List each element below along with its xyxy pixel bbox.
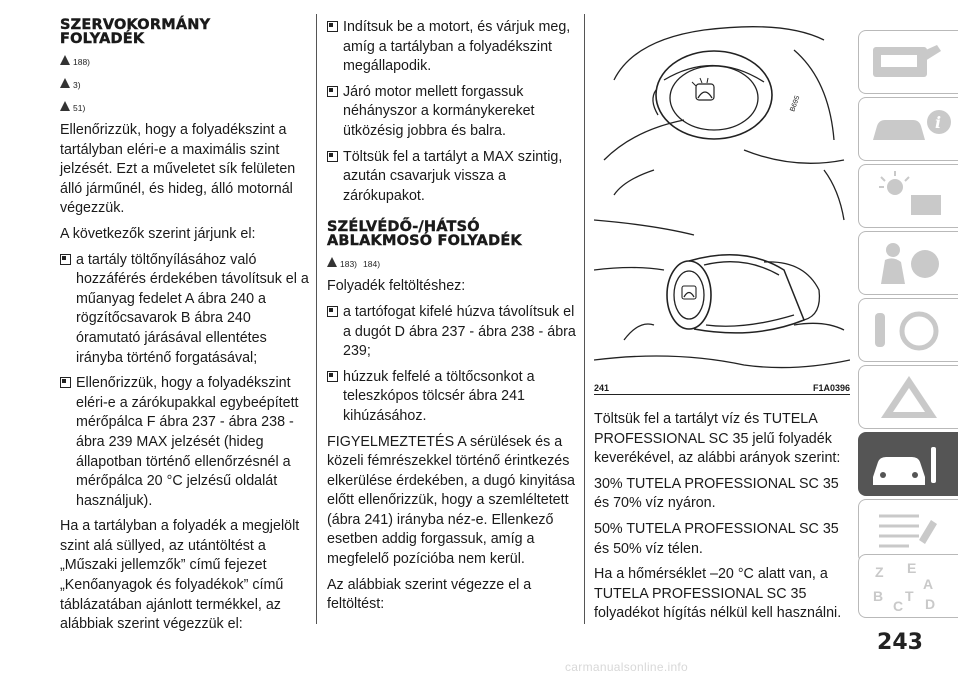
index-letter: A [923,576,934,592]
column-2 [327,18,579,621]
paragraph: 30% TUTELA PROFESSIONAL SC 35 és 70% víz nyáron. [594,475,839,512]
warning-triangle-icon [60,55,70,65]
index-letter: Z [875,564,884,580]
title-line-2: FOLYADÉK [60,31,145,47]
list-item [327,303,579,362]
list-item-text: húzzuk felfelé a töltőcsonkot a teleszkópos tölcsér ábra 241 kihúzásához. [343,368,535,424]
checkbox-bullet-icon [327,306,338,317]
title-line-1: SZÉLVÉDŐ-/HÁTSÓ [327,219,480,236]
warning-ref [60,75,312,93]
list-item-text: a tartófogat kifelé húzva távolítsuk el a dugót D ábra 237 - ábra 238 - ábra 239; [343,303,576,360]
section-title-power-steering [60,18,312,46]
list-item [327,83,579,142]
column-divider [584,14,585,624]
warning-ref-label: 51) [73,103,86,113]
column-divider [316,14,317,624]
list-item [327,18,579,77]
paragraph: Ha a tartályban a folyadék a megjelölt szint alá süllyed, az utántöltést a „Műszaki jellemzők” című fejezet „Kenőanyagok és folyadékok” című táblázatában ajánlott termékkel, az alábbiak szerint végezzük el: [60,518,300,633]
index-letter: T [905,588,914,604]
paragraph: 50% TUTELA PROFESSIONAL SC 35 és 50% víz télen. [594,520,839,557]
warning-ref-label: 3) [73,80,81,90]
warning-ref [60,52,312,70]
list-item-text: Járó motor mellett forgassuk néhányszor a kormánykereket ütközésig jobbra és balra. [343,83,535,139]
figure-241-illustration [594,20,850,395]
tab-car-info[interactable] [858,97,958,161]
warning-ref-label: 188) [73,57,91,67]
checkbox-bullet-icon [327,151,338,162]
list-item [327,368,579,427]
list-item-text: a tartály töltőnyílásához való hozzáférés érdekében távolítsuk el a műanyag fedelet A ábra 240 a rögzítőcsavarok B ábra 240 óramutató járásával ellentétes irányba történő forgatásával; [76,251,309,366]
tab-warning-lights[interactable] [858,164,958,228]
section-title-washer-fluid [327,220,579,248]
page-number: 243 [877,630,923,655]
warning-triangle-icon [327,257,337,267]
maintenance-icon [859,433,959,497]
checkbox-bullet-icon [60,377,71,388]
paragraph: Ellenőrizzük, hogy a folyadékszint a tartályban eléri-e a maximális szint jelzését. Ezt a műveletet sík felületen álló járműnél, és hideg, álló motornál végezzük. [60,122,296,217]
index-letter: C [893,598,904,614]
tab-start-driving[interactable] [858,298,958,362]
tab-emergency[interactable] [858,365,958,429]
figure-code: F1A0396 [812,383,850,393]
paragraph: FIGYELMEZTETÉS A sérülések és a közeli fémrészekkel történő érintkezés elkerülése érdekében, a dugó kinyitása előtt ellenőrizzük, hogy a szemléltetett (ábra 241) irányba néz-e. Ellenkező esetben addig forgassuk, amíg a megfelelő pozícióba nem kerül. [327,433,575,568]
figure-number: 241 [594,383,610,393]
paragraph: Töltsük fel a tartályt víz és TUTELA PROFESSIONAL SC 35 jelű folyadék keverékével, az alábbi arányok szerint: [594,411,841,467]
title-line-1: SZERVOKORMÁNY [60,17,211,33]
checkbox-bullet-icon [327,86,338,97]
list-item-text: Töltsük fel a tartályt a MAX szintig, azután csavarjuk vissza a zárókupakot. [343,148,563,204]
list-item [327,148,579,207]
warning-ref-label: 184) [363,259,381,270]
warning-ref-label: 183) [340,259,358,270]
paragraph: Folyadék feltöltéshez: [327,278,466,295]
list-item-text: Ellenőrizzük, hogy a folyadékszint eléri-e a zárókupakkal egybeépített mérőpálca F ábra 237 - ábra 238 - ábra 239 MAX jelzését (hideg állapotban történő ellenőrzésnél a mérőpálca 20 °C jelzésű oldalát használjuk). [76,375,299,509]
chapter-sidebar [858,0,960,620]
index-letter: E [907,560,917,576]
column-3 [594,410,850,630]
list-item-text: Indítsuk be a motort, és várjuk meg, amíg a tartályban a folyadékszint megállapodik. [343,19,571,75]
list-item [60,374,312,511]
start-driving-icon [859,299,959,363]
warning-ref [327,254,579,272]
checkbox-bullet-icon [60,254,71,265]
warning-triangle-icon [60,78,70,88]
cap-marking-label: B695 [789,94,802,113]
watermark: carmanualsonline.info [565,660,689,674]
warning-lights-icon [859,165,959,229]
car-dashboard-icon [859,31,959,95]
index-letter: B [873,588,884,604]
airbag-safety-icon [859,232,959,296]
column-1 [60,18,312,641]
checkbox-bullet-icon [327,21,338,32]
paragraph: A következők szerint járjunk el: [60,225,256,242]
tab-maintenance[interactable] [858,432,958,496]
title-line-2: ABLAKMOSÓ FOLYADÉK [327,233,522,250]
washer-reservoir-drawing [594,20,850,395]
svg-text:i: i [935,113,942,132]
figure-caption-rule [594,394,850,395]
list-item [60,251,312,369]
paragraph: Ha a hőmérséklet –20 °C alatt van, a TUTELA PROFESSIONAL SC 35 folyadékot hígítás nélkül kell használni. [594,566,842,622]
checkbox-bullet-icon [327,371,338,382]
tab-dashboard[interactable] [858,30,958,94]
index-icon [859,555,959,619]
paragraph: Az alábbiak szerint végezze el a feltöltést: [327,576,532,613]
warning-ref [60,98,312,116]
tab-index[interactable] [858,554,958,618]
warning-triangle-icon [60,101,70,111]
index-letter: D [925,596,936,612]
car-info-icon [859,98,959,162]
road-emergency-icon [859,366,959,430]
tab-safety[interactable] [858,231,958,295]
